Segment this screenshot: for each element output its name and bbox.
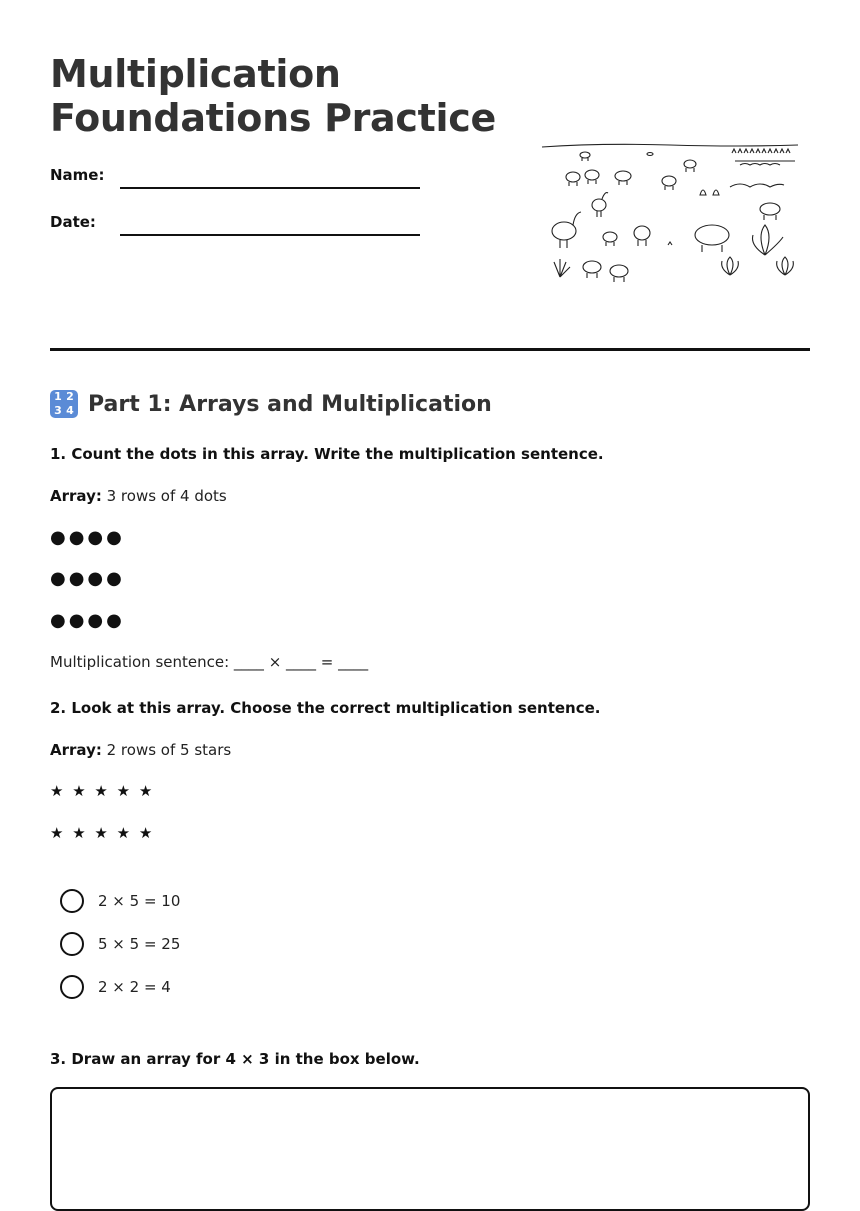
name-line[interactable] (120, 187, 420, 189)
farm-animals-illustration (540, 135, 800, 290)
sheep-icon (585, 170, 599, 184)
q1-array-description (50, 487, 227, 505)
sheep-icon (684, 160, 696, 172)
dot-row: ●●●● (50, 568, 125, 589)
title-line-2: Foundations Practice (50, 96, 496, 140)
turkey-icon (634, 226, 650, 246)
option-label: 2 × 2 = 4 (98, 978, 171, 996)
option-label: 5 × 5 = 25 (98, 935, 181, 953)
page-title (50, 52, 496, 140)
sheep-icon (583, 261, 601, 278)
name-field[interactable] (50, 166, 420, 196)
q3-drawing-box[interactable] (50, 1087, 810, 1211)
q1-multiplication-sentence[interactable]: Multiplication sentence: ____ × ____ = ____ (50, 653, 369, 671)
header-divider (50, 348, 810, 351)
sheep-icon (760, 203, 780, 220)
date-line[interactable] (120, 234, 420, 236)
sheep-icon (615, 171, 631, 185)
q2-array-description (50, 741, 231, 759)
q2-option-2[interactable] (60, 931, 180, 957)
plant-icon (753, 225, 784, 255)
radio-button[interactable] (60, 932, 84, 956)
sheep-icon (610, 265, 628, 282)
title-line-1: Multiplication (50, 52, 341, 96)
part1-heading (50, 388, 492, 420)
q2-array-desc: 2 rows of 5 stars (106, 741, 232, 759)
radio-button[interactable] (60, 889, 84, 913)
date-field[interactable] (50, 213, 420, 243)
q1-array-desc: 3 rows of 4 dots (106, 487, 227, 505)
name-label: Name: (50, 166, 105, 184)
numbers-emoji-icon: 1 2 3 4 (50, 390, 78, 418)
question-3: 3. Draw an array for 4 × 3 in the box below. (50, 1050, 420, 1068)
dot-row: ●●●● (50, 610, 125, 631)
sheep-icon (603, 232, 617, 246)
q1-array-label: Array: (50, 487, 102, 505)
date-label: Date: (50, 213, 96, 231)
question-1: 1. Count the dots in this array. Write the multiplication sentence. (50, 445, 604, 463)
plant-icon (554, 259, 570, 277)
q2-option-3[interactable] (60, 974, 171, 1000)
plant-icon (777, 257, 794, 275)
bird-icon (592, 193, 608, 217)
plant-icon (722, 257, 739, 275)
sheep-icon (662, 176, 676, 190)
q2-array-label: Array: (50, 741, 102, 759)
dot-row: ●●●● (50, 527, 125, 548)
part1-title: Part 1: Arrays and Multiplication (88, 391, 492, 417)
star-row: ★ ★ ★ ★ ★ (50, 824, 153, 842)
goose-icon (552, 212, 581, 248)
sheep-icon (695, 225, 729, 252)
radio-button[interactable] (60, 975, 84, 999)
option-label: 2 × 5 = 10 (98, 892, 181, 910)
question-2: 2. Look at this array. Choose the correct multiplication sentence. (50, 699, 601, 717)
sheep-icon (566, 172, 580, 186)
small-sheep-icon (580, 152, 590, 161)
star-row: ★ ★ ★ ★ ★ (50, 782, 153, 800)
q2-option-1[interactable] (60, 888, 180, 914)
